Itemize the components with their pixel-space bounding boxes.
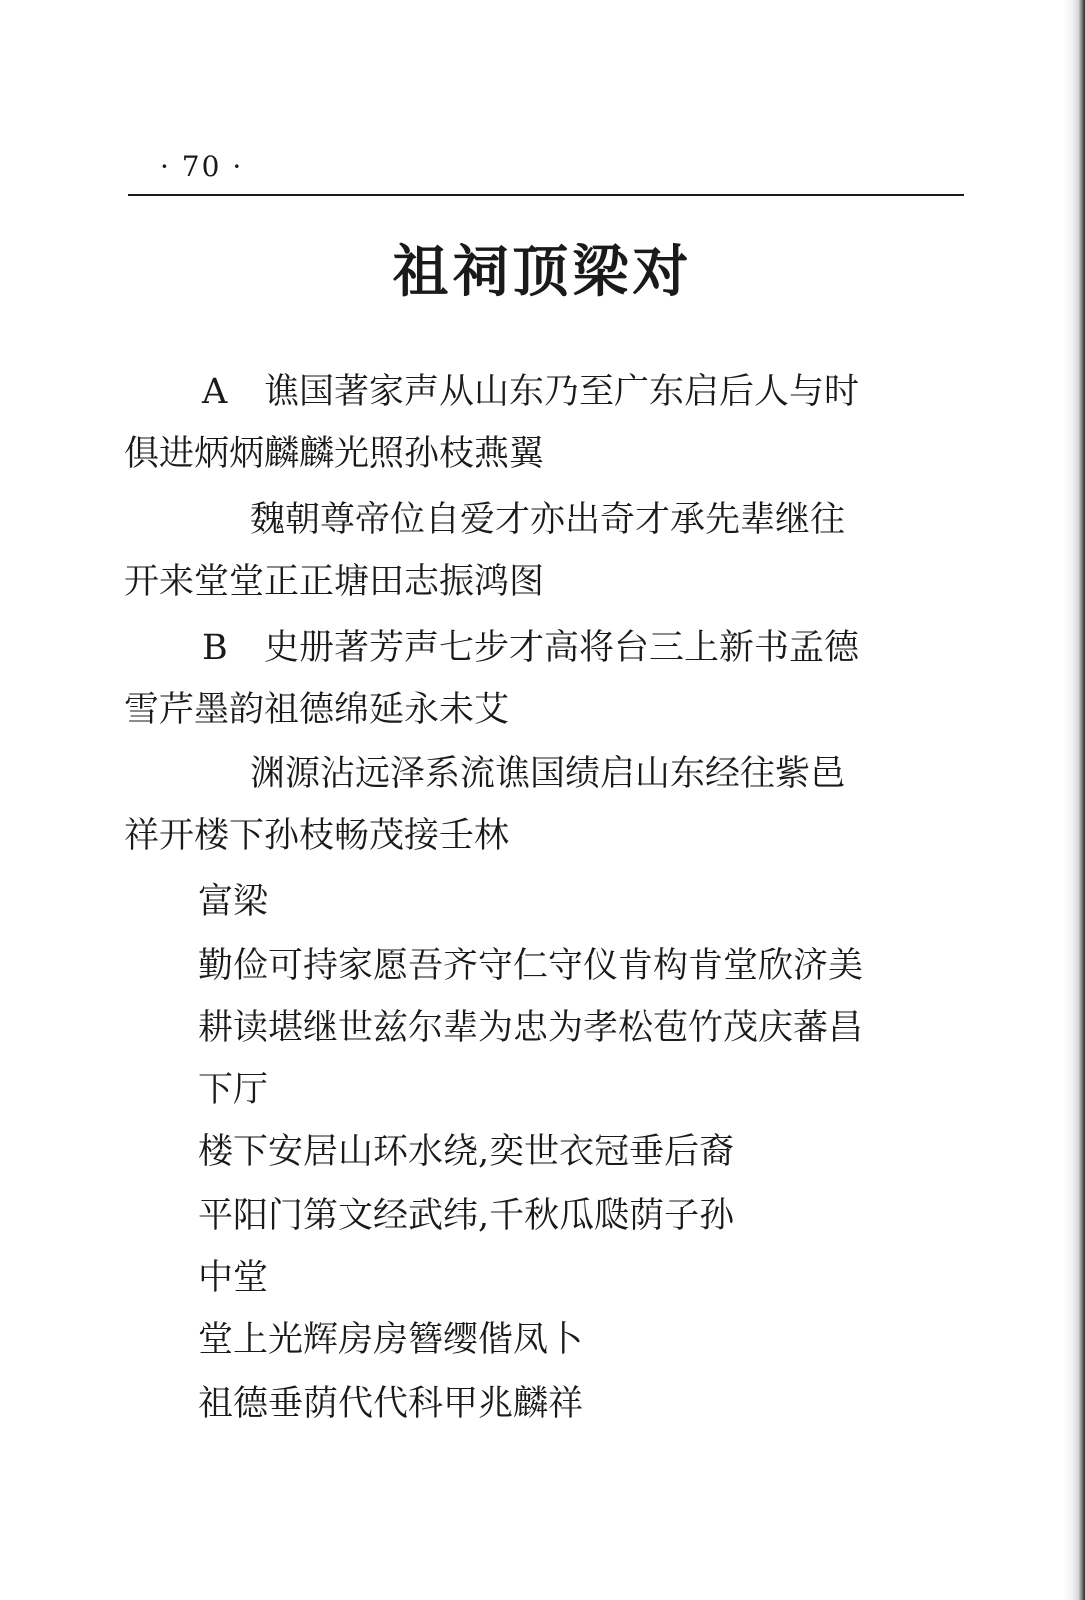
couplet-b-first-line1 xyxy=(202,628,859,668)
page-title: 祖祠顶梁对 xyxy=(392,239,693,305)
header-rule xyxy=(128,194,964,196)
section-xiating-heading: 下厅 xyxy=(198,1070,269,1110)
section-xiating-line1: 楼下安居山环水绕,奕世衣冠垂后裔 xyxy=(198,1132,735,1172)
section-fuliang-heading: 富梁 xyxy=(198,882,269,922)
couplet-a-first-line2: 俱进炳炳麟麟光照孙枝燕翼 xyxy=(124,434,545,474)
section-fuliang-line1: 勤俭可持家愿吾齐守仁守仪肯构肯堂欣济美 xyxy=(198,946,864,986)
section-zhongtang-heading: 中堂 xyxy=(198,1258,269,1298)
section-xiating-line2: 平阳门第文经武纬,千秋瓜瓞荫子孙 xyxy=(198,1196,735,1236)
couplet-a-first-line1 xyxy=(202,372,859,412)
couplet-a-second-line1: 魏朝尊帝位自爱才亦出奇才承先辈继往 xyxy=(250,500,846,540)
section-fuliang-line2: 耕读堪继世兹尔辈为忠为孝松苞竹茂庆蕃昌 xyxy=(198,1008,864,1048)
section-zhongtang-line2: 祖德垂荫代代科甲兆麟祥 xyxy=(198,1384,584,1424)
couplet-a-first-text1: 谯国著家声从山东乃至广东启后人与时 xyxy=(264,372,860,412)
couplet-b-second-line2: 祥开楼下孙枝畅茂接壬林 xyxy=(124,816,510,856)
section-zhongtang-line1: 堂上光辉房房簪缨偕凤卜 xyxy=(198,1320,584,1360)
couplet-b-first-text1: 史册著芳声七步才高将台三上新书孟德 xyxy=(264,628,860,668)
couplet-b-marker: B xyxy=(202,628,228,668)
couplet-a-second-line2: 开来堂堂正正塘田志振鸿图 xyxy=(124,562,545,602)
couplet-a-marker: A xyxy=(202,372,228,412)
page-number: · 70 · xyxy=(160,150,244,183)
couplet-b-second-line1: 渊源沾远泽系流谯国绩启山东经往紫邑 xyxy=(250,754,846,794)
couplet-b-first-line2: 雪芹墨韵祖德绵延永未艾 xyxy=(124,690,510,730)
